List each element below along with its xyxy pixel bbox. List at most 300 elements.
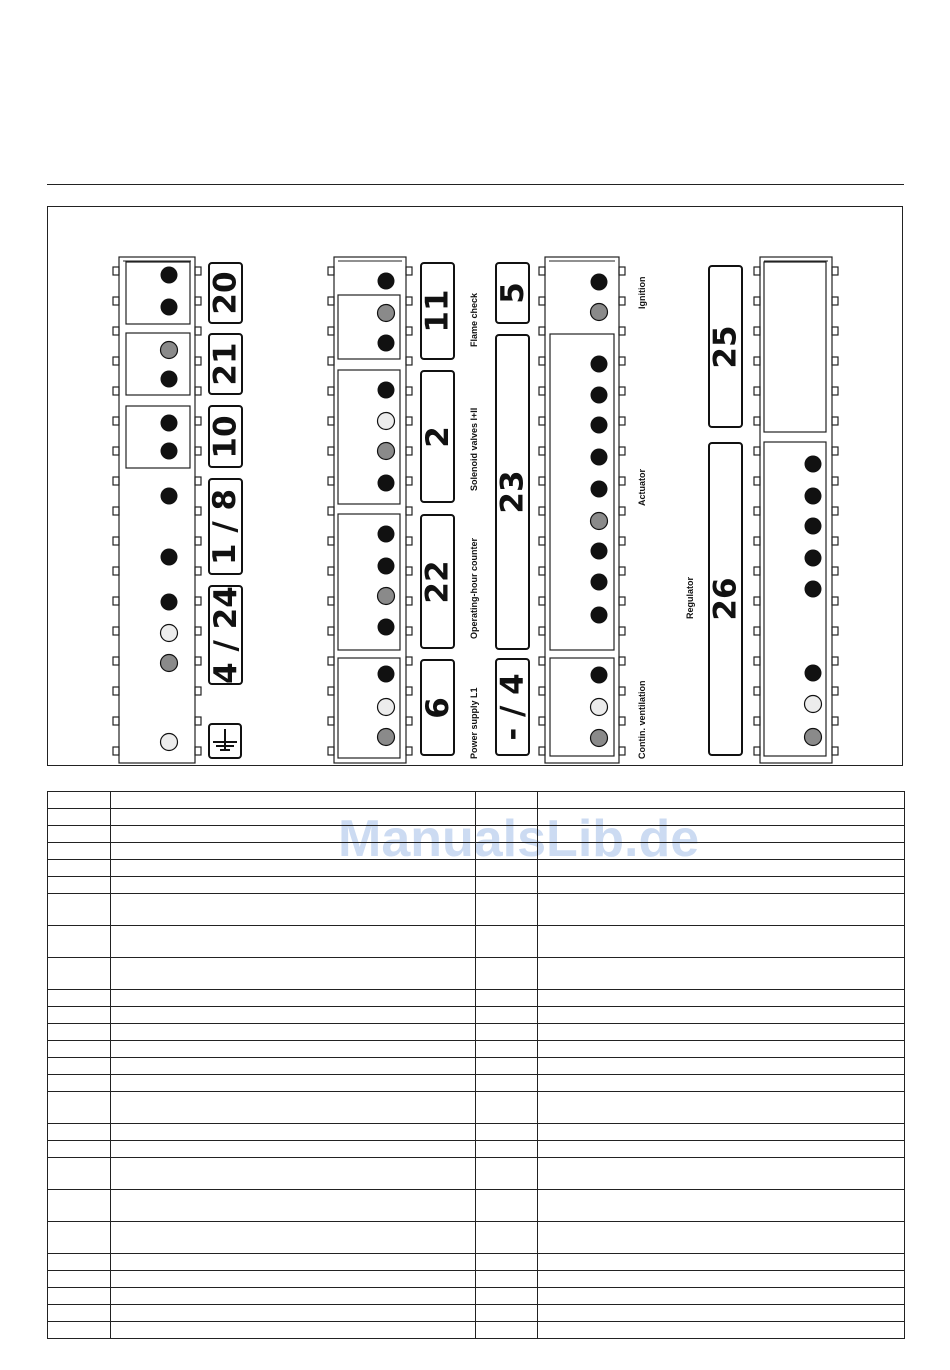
pin-black: [591, 481, 608, 498]
side-tab: [195, 327, 201, 335]
terminal-table: [47, 791, 905, 1339]
connector-strip: [760, 257, 832, 763]
pin-black: [378, 335, 395, 352]
side-tab: [195, 477, 201, 485]
side-tab: [539, 567, 545, 575]
table-cell: [476, 809, 538, 826]
table-row: [48, 1190, 905, 1222]
side-tab: [619, 297, 625, 305]
table-cell: [111, 1254, 476, 1271]
table-cell: [111, 1058, 476, 1075]
side-tab: [406, 597, 412, 605]
side-tab: [406, 357, 412, 365]
side-tab: [406, 477, 412, 485]
table-cell: [48, 1322, 111, 1339]
side-tab: [832, 297, 838, 305]
pin-black: [161, 299, 178, 316]
table-cell: [476, 990, 538, 1007]
table-cell: [538, 1024, 905, 1041]
pin-black: [591, 543, 608, 560]
side-tab: [406, 267, 412, 275]
pin-white: [805, 696, 822, 713]
side-tab: [832, 507, 838, 515]
side-tab: [754, 717, 760, 725]
table-row: [48, 1007, 905, 1024]
table-cell: [538, 826, 905, 843]
table-cell: [538, 1271, 905, 1288]
table-row: [48, 826, 905, 843]
side-tab: [832, 267, 838, 275]
side-tab: [195, 357, 201, 365]
side-tab: [328, 447, 334, 455]
table-cell: [48, 877, 111, 894]
table-cell: [111, 1124, 476, 1141]
table-cell: [476, 1058, 538, 1075]
side-tab: [754, 297, 760, 305]
table-cell: [111, 1024, 476, 1041]
table-row: [48, 1124, 905, 1141]
table-cell: [476, 792, 538, 809]
side-tab: [113, 657, 119, 665]
table-row: [48, 1322, 905, 1339]
plug-block: [126, 333, 190, 395]
pin-black: [161, 415, 178, 432]
terminal-number-10: 10: [208, 405, 243, 468]
table-cell: [476, 1075, 538, 1092]
pin-black: [378, 558, 395, 575]
table-cell: [48, 1141, 111, 1158]
label-actuator: Actuator: [637, 468, 647, 506]
table-cell: [476, 860, 538, 877]
side-tab: [328, 357, 334, 365]
watermark: ManualsLib.de: [338, 810, 700, 868]
terminal-number-21: 21: [208, 333, 243, 395]
table-row: [48, 1141, 905, 1158]
side-tab: [619, 717, 625, 725]
side-tab: [406, 507, 412, 515]
pin-white: [378, 699, 395, 716]
table-row: [48, 877, 905, 894]
table-row: [48, 1092, 905, 1124]
side-tab: [754, 327, 760, 335]
side-tab: [328, 747, 334, 755]
side-tab: [195, 717, 201, 725]
connector-strip: [545, 257, 619, 763]
pin-black: [161, 267, 178, 284]
side-tab: [619, 657, 625, 665]
pin-black: [805, 456, 822, 473]
table-cell: [48, 1092, 111, 1124]
table-row: [48, 1271, 905, 1288]
terminal-number-2: 2: [420, 370, 455, 503]
plug-block: [764, 262, 826, 432]
side-tab: [113, 477, 119, 485]
table-cell: [538, 860, 905, 877]
side-tab: [539, 507, 545, 515]
table-cell: [476, 1305, 538, 1322]
pin-gray: [161, 655, 178, 672]
side-tab: [195, 687, 201, 695]
terminal-diagram: [47, 206, 903, 868]
side-tab: [328, 657, 334, 665]
table-cell: [111, 877, 476, 894]
side-tab: [195, 387, 201, 395]
side-tab: [619, 687, 625, 695]
side-tab: [754, 507, 760, 515]
side-tab: [832, 447, 838, 455]
table-cell: [48, 843, 111, 860]
table-cell: [111, 926, 476, 958]
side-tab: [832, 477, 838, 485]
side-tab: [619, 537, 625, 545]
terminal-number-6: 6: [420, 659, 455, 756]
table-cell: [476, 1024, 538, 1041]
side-tab: [619, 747, 625, 755]
side-tab: [195, 507, 201, 515]
table-cell: [476, 1141, 538, 1158]
table-cell: [476, 1124, 538, 1141]
table-cell: [48, 894, 111, 926]
side-tab: [754, 267, 760, 275]
terminal-number-minus-4: - / 4: [495, 658, 530, 756]
table-cell: [111, 1305, 476, 1322]
terminal-number-4-24: 4 / 24: [207, 586, 244, 684]
table-cell: [111, 843, 476, 860]
table-row: [48, 894, 905, 926]
table-cell: [538, 792, 905, 809]
pin-black: [591, 387, 608, 404]
side-tab: [539, 477, 545, 485]
pin-black: [591, 574, 608, 591]
label-flame-check: Flame check: [469, 292, 479, 347]
pin-black: [378, 475, 395, 492]
side-tab: [195, 297, 201, 305]
side-tab: [406, 567, 412, 575]
pin-black: [161, 594, 178, 611]
side-tab: [539, 417, 545, 425]
table-cell: [538, 1075, 905, 1092]
header-rule: [47, 184, 904, 185]
pin-gray: [378, 588, 395, 605]
side-tab: [832, 717, 838, 725]
side-tab: [619, 267, 625, 275]
table-cell: [111, 792, 476, 809]
side-tab: [619, 597, 625, 605]
table-cell: [538, 1124, 905, 1141]
side-tab: [113, 597, 119, 605]
plug-block: [126, 406, 190, 468]
side-tab: [406, 537, 412, 545]
side-tab: [328, 627, 334, 635]
side-tab: [754, 537, 760, 545]
side-tab: [539, 597, 545, 605]
table-cell: [48, 1305, 111, 1322]
pin-black: [805, 518, 822, 535]
terminal-number-11: 11: [420, 262, 455, 360]
table-cell: [48, 826, 111, 843]
table-cell: [476, 1158, 538, 1190]
side-tab: [754, 357, 760, 365]
pin-black: [591, 274, 608, 291]
side-tab: [406, 627, 412, 635]
table-cell: [538, 1058, 905, 1075]
side-tab: [832, 687, 838, 695]
table-cell: [476, 958, 538, 990]
side-tab: [754, 597, 760, 605]
side-tab: [619, 447, 625, 455]
side-tab: [539, 657, 545, 665]
side-tab: [539, 267, 545, 275]
table-cell: [538, 843, 905, 860]
pin-black: [378, 382, 395, 399]
side-tab: [328, 537, 334, 545]
side-tab: [539, 297, 545, 305]
side-tab: [113, 747, 119, 755]
terminal-number-25: 25: [708, 265, 743, 428]
side-tab: [328, 567, 334, 575]
table-cell: [476, 1092, 538, 1124]
table-cell: [538, 1322, 905, 1339]
table-row: [48, 1058, 905, 1075]
table-cell: [476, 877, 538, 894]
pin-black: [378, 666, 395, 683]
side-tab: [832, 387, 838, 395]
side-tab: [328, 327, 334, 335]
table-cell: [48, 1024, 111, 1041]
table-cell: [48, 1007, 111, 1024]
side-tab: [328, 297, 334, 305]
table-cell: [476, 1222, 538, 1254]
table-cell: [476, 1271, 538, 1288]
side-tab: [328, 507, 334, 515]
side-tab: [195, 537, 201, 545]
table-cell: [111, 990, 476, 1007]
pin-black: [161, 371, 178, 388]
side-tab: [539, 747, 545, 755]
side-tab: [539, 627, 545, 635]
table-row: [48, 1041, 905, 1058]
side-tab: [619, 627, 625, 635]
side-tab: [195, 267, 201, 275]
table-cell: [111, 894, 476, 926]
terminal-number-1-8: 1 / 8: [208, 478, 243, 575]
pin-black: [161, 443, 178, 460]
side-tab: [832, 657, 838, 665]
side-tab: [406, 297, 412, 305]
pin-gray: [591, 730, 608, 747]
pin-gray: [378, 729, 395, 746]
table-cell: [476, 843, 538, 860]
plug-block: [126, 262, 190, 324]
table-cell: [538, 1288, 905, 1305]
pin-black: [591, 667, 608, 684]
table-cell: [48, 792, 111, 809]
side-tab: [113, 507, 119, 515]
pin-black: [161, 549, 178, 566]
label-contin-ventilation: Contin. ventilation: [637, 680, 647, 759]
pin-black: [378, 273, 395, 290]
connector-strip: [334, 257, 406, 763]
terminal-number-26: 26: [708, 442, 743, 756]
table-cell: [538, 1222, 905, 1254]
side-tab: [754, 387, 760, 395]
pin-black: [805, 581, 822, 598]
side-tab: [619, 327, 625, 335]
table-row: [48, 1222, 905, 1254]
table-row: [48, 1075, 905, 1092]
table-cell: [538, 958, 905, 990]
table-cell: [111, 1075, 476, 1092]
table-cell: [48, 860, 111, 877]
table-row: [48, 809, 905, 826]
table-cell: [111, 1158, 476, 1190]
table-cell: [48, 1254, 111, 1271]
table-cell: [111, 1190, 476, 1222]
side-tab: [619, 387, 625, 395]
side-tab: [754, 657, 760, 665]
table-cell: [48, 1222, 111, 1254]
table-cell: [48, 1058, 111, 1075]
table-cell: [48, 1158, 111, 1190]
side-tab: [754, 687, 760, 695]
table-cell: [111, 1092, 476, 1124]
pin-white: [161, 625, 178, 642]
side-tab: [619, 477, 625, 485]
pin-white: [378, 413, 395, 430]
side-tab: [113, 567, 119, 575]
table-cell: [111, 1141, 476, 1158]
side-tab: [754, 747, 760, 755]
side-tab: [754, 447, 760, 455]
table-cell: [48, 1288, 111, 1305]
table-cell: [538, 1092, 905, 1124]
side-tab: [539, 357, 545, 365]
table-cell: [48, 958, 111, 990]
pin-black: [591, 449, 608, 466]
pin-black: [805, 550, 822, 567]
table-row: [48, 1305, 905, 1322]
side-tab: [832, 597, 838, 605]
side-tab: [754, 627, 760, 635]
label-regulator: Regulator: [685, 576, 695, 619]
side-tab: [328, 717, 334, 725]
label-ignition: Ignition: [637, 276, 647, 309]
side-tab: [113, 417, 119, 425]
side-tab: [406, 657, 412, 665]
table-row: [48, 958, 905, 990]
side-tab: [195, 447, 201, 455]
table-cell: [538, 1190, 905, 1222]
side-tab: [328, 417, 334, 425]
side-tab: [195, 597, 201, 605]
pin-black: [805, 488, 822, 505]
side-tab: [328, 387, 334, 395]
table-cell: [48, 990, 111, 1007]
table-cell: [476, 926, 538, 958]
side-tab: [406, 447, 412, 455]
side-tab: [113, 687, 119, 695]
side-tab: [539, 537, 545, 545]
side-tab: [328, 477, 334, 485]
side-tab: [195, 417, 201, 425]
side-tab: [406, 387, 412, 395]
side-tab: [406, 747, 412, 755]
pin-gray: [378, 305, 395, 322]
side-tab: [195, 747, 201, 755]
side-tab: [754, 567, 760, 575]
table-cell: [538, 894, 905, 926]
table-cell: [111, 826, 476, 843]
pin-black: [378, 526, 395, 543]
pin-white: [161, 734, 178, 751]
table-cell: [111, 1322, 476, 1339]
side-tab: [539, 327, 545, 335]
side-tab: [619, 417, 625, 425]
side-tab: [113, 357, 119, 365]
label-power-supply: Power supply L1: [469, 687, 479, 759]
pin-gray: [805, 729, 822, 746]
side-tab: [406, 717, 412, 725]
terminal-number-20: 20: [208, 262, 243, 324]
table-row: [48, 1288, 905, 1305]
table-row: [48, 926, 905, 958]
table-cell: [538, 809, 905, 826]
side-tab: [619, 567, 625, 575]
side-tab: [832, 327, 838, 335]
table-cell: [476, 1322, 538, 1339]
table-row: [48, 792, 905, 809]
table-cell: [538, 1305, 905, 1322]
table-cell: [48, 1190, 111, 1222]
side-tab: [113, 387, 119, 395]
pin-black: [378, 619, 395, 636]
pin-gray: [161, 342, 178, 359]
table-cell: [48, 1124, 111, 1141]
table-cell: [538, 1007, 905, 1024]
side-tab: [195, 657, 201, 665]
label-operating-hour-counter: Operating-hour counter: [469, 538, 479, 639]
table-cell: [48, 809, 111, 826]
side-tab: [832, 357, 838, 365]
table-cell: [538, 990, 905, 1007]
table-cell: [48, 926, 111, 958]
side-tab: [832, 627, 838, 635]
table-cell: [476, 1007, 538, 1024]
side-tab: [754, 477, 760, 485]
pin-gray: [378, 443, 395, 460]
table-cell: [538, 1254, 905, 1271]
table-cell: [111, 958, 476, 990]
table-cell: [111, 1041, 476, 1058]
table-cell: [476, 1254, 538, 1271]
side-tab: [539, 387, 545, 395]
table-cell: [476, 894, 538, 926]
table-cell: [476, 1190, 538, 1222]
side-tab: [539, 447, 545, 455]
terminal-number-23: 23: [495, 334, 530, 650]
table-cell: [111, 1007, 476, 1024]
side-tab: [113, 447, 119, 455]
pin-gray: [591, 304, 608, 321]
side-tab: [113, 717, 119, 725]
table-cell: [538, 1158, 905, 1190]
table-row: [48, 843, 905, 860]
pin-black: [161, 488, 178, 505]
table-cell: [48, 1075, 111, 1092]
terminal-number-5: 5: [495, 262, 530, 324]
side-tab: [328, 597, 334, 605]
pin-black: [591, 607, 608, 624]
